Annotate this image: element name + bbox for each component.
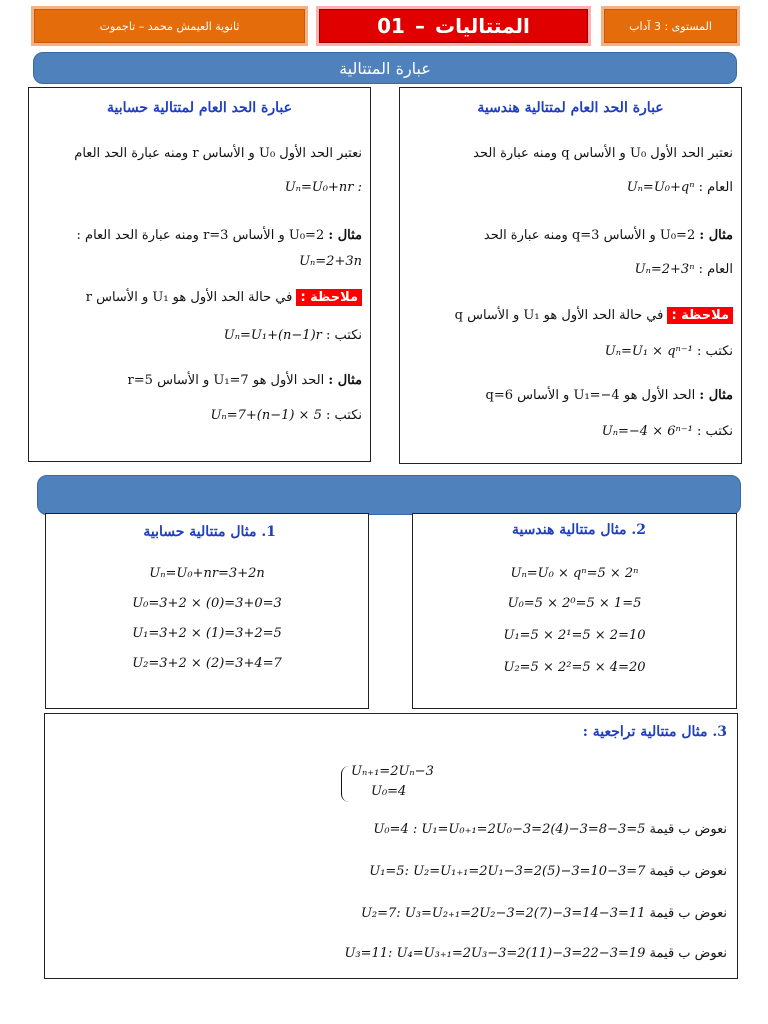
recursive-row-cond: U₀=4 : (373, 822, 418, 837)
example-arithmetic-title-text: . مثال متتالية حسابية (143, 524, 267, 540)
arithmetic-note-text: في حالة الحد الأول هو U₁ و الأساس r (85, 290, 293, 305)
recursive-system (341, 764, 461, 804)
arithmetic-example2-formula: Uₙ=7+(n−1) × 5 (210, 408, 322, 423)
example-arithmetic-title (143, 524, 276, 540)
arithmetic-example2 (128, 373, 362, 388)
example-geometric-line: U₁=5 × 2¹=5 × 2=10 (503, 628, 646, 643)
system-brace (341, 766, 349, 802)
recursive-row-label: نعوض ب قيمة (649, 906, 727, 921)
recursive-row-calc: U₃=U₂₊₁=2U₂−3=2(7)−3=14−3=11 (404, 906, 646, 921)
recursive-row-calc: U₄=U₃₊₁=2U₃−3=2(11)−3=22−3=19 (396, 946, 646, 961)
arithmetic-example-label: مثال : (328, 228, 362, 243)
example-geometric-line: U₀=5 × 2⁰=5 × 1=5 (507, 596, 642, 611)
recursive-row (373, 822, 727, 837)
arithmetic-example2-write: نكتب : (326, 408, 362, 423)
recursive-row-cond: U₃=11: (344, 946, 393, 961)
geometric-example (484, 228, 733, 243)
example-recursive-panel (44, 713, 738, 979)
arithmetic-example-formula-line (299, 254, 362, 269)
arithmetic-note (86, 290, 362, 305)
title-text: المتتاليات (434, 14, 530, 38)
arithmetic-example (77, 228, 362, 243)
example-geometric-title-text: . مثال متتالية هندسية (511, 522, 637, 538)
geometric-panel (399, 87, 742, 464)
recursive-row-cond: U₂=7: (360, 906, 401, 921)
geometric-example2-write: نكتب : (697, 424, 733, 439)
recursive-row-label: نعوض ب قيمة (649, 864, 727, 879)
example-arithmetic-line: U₁=3+2 × (1)=3+2=5 (132, 626, 282, 641)
arithmetic-title: عبارة الحد العام لمتتالية حسابية (107, 100, 292, 116)
geometric-intro: نعتبر الحد الأول U₀ و الأساس q ومنه عبارة الحد (473, 146, 733, 161)
example-arithmetic-line: Uₙ=U₀+nr=3+2n (149, 566, 265, 581)
geometric-note-write: نكتب : (697, 344, 733, 359)
geometric-example-formula-line (635, 262, 733, 277)
arithmetic-intro: نعتبر الحد الأول U₀ و الأساس r ومنه عبارة الحد العام (74, 146, 362, 161)
geometric-example2-text: الحد الأول هو U₁=−4 و الأساس q=6 (485, 388, 696, 403)
example-geometric-title (512, 522, 646, 538)
section-banner (33, 52, 737, 84)
geometric-note-text: في حالة الحد الأول هو U₁ و الأساس q (454, 308, 664, 323)
recursive-row-label: نعوض ب قيمة (649, 946, 727, 961)
geometric-note-label: ملاحظة : (667, 307, 733, 324)
arithmetic-note-write: نكتب : (326, 328, 362, 343)
title-box (316, 6, 591, 46)
recursive-row-calc: U₂=U₁₊₁=2U₁−3=2(5)−3=10−3=7 (413, 864, 646, 879)
recursive-row (361, 906, 727, 921)
system-line: U₀=4 (371, 784, 407, 799)
geometric-intro-end: العام : (698, 180, 733, 195)
geometric-example2-formula: Uₙ=−4 × 6ⁿ⁻¹ (601, 424, 693, 439)
example-arithmetic-panel (45, 513, 369, 709)
arithmetic-note-formula: Uₙ=U₁+(n−1)r (223, 328, 322, 343)
level-text: المستوى : 3 آداب (629, 19, 712, 33)
geometric-example-text: U₀=2 و الأساس q=3 ومنه عبارة الحد (483, 228, 696, 243)
title-number: 01 (377, 14, 405, 38)
example-recursive-title (583, 724, 727, 740)
geometric-example-formula: Uₙ=2+3ⁿ (634, 262, 695, 277)
arithmetic-formula-line (285, 180, 362, 195)
geometric-formula-line (627, 180, 733, 195)
example-recursive-title-text: . مثال متتالية تراجعية : (582, 724, 718, 740)
recursive-row-label: نعوض ب قيمة (649, 822, 727, 837)
arithmetic-example2-text: الحد الأول هو U₁=7 و الأساس r=5 (127, 373, 325, 388)
geometric-note-formula-line (605, 344, 733, 359)
geometric-example-label: مثال : (699, 228, 733, 243)
geometric-note (455, 308, 733, 323)
arithmetic-example-text: U₀=2 و الأساس r=3 ومنه عبارة الحد العام : (76, 228, 325, 243)
arithmetic-example2-label: مثال : (328, 373, 362, 388)
arithmetic-example2-formula-line (210, 408, 362, 423)
example-arithmetic-line: U₀=3+2 × (0)=3+0=3 (132, 596, 282, 611)
example-geometric-line: Uₙ=U₀ × qⁿ=5 × 2ⁿ (510, 566, 639, 581)
example-geometric-line: U₂=5 × 2²=5 × 4=20 (503, 660, 646, 675)
example-arithmetic-number: 1 (266, 524, 276, 540)
example-arithmetic-line: U₂=3+2 × (2)=3+4=7 (132, 656, 282, 671)
geometric-note-formula: Uₙ=U₁ × qⁿ⁻¹ (604, 344, 693, 359)
school-text: ثانوية العيمش محمد – تاجموت (99, 19, 240, 33)
school-box (31, 6, 308, 46)
geometric-title: عبارة الحد العام لمتتالية هندسية (477, 100, 664, 116)
arithmetic-formula: Uₙ=U₀+nr : (284, 180, 362, 195)
geometric-example2 (486, 388, 733, 403)
recursive-row-calc: U₁=U₀₊₁=2U₀−3=2(4)−3=8−3=5 (421, 822, 646, 837)
level-box (601, 6, 740, 46)
recursive-row (344, 946, 727, 961)
arithmetic-panel (28, 87, 371, 462)
example-recursive-number: 3 (717, 724, 727, 740)
example-geometric-number: 2 (636, 522, 646, 538)
example-geometric-panel (412, 513, 737, 709)
arithmetic-note-label: ملاحظة : (296, 289, 362, 306)
section-banner-title: عبارة المتتالية (339, 58, 431, 78)
arithmetic-example-formula: Uₙ=2+3n (299, 254, 362, 269)
recursive-row (369, 864, 727, 879)
geometric-example2-label: مثال : (699, 388, 733, 403)
arithmetic-note-formula-line (224, 328, 362, 343)
geometric-formula: Uₙ=U₀+qⁿ (626, 180, 695, 195)
recursive-row-cond: U₁=5: (369, 864, 409, 879)
geometric-example2-formula-line (602, 424, 733, 439)
system-line: Uₙ₊₁=2Uₙ−3 (351, 764, 434, 779)
title-dash: – (414, 14, 425, 38)
examples-banner (37, 475, 741, 515)
geometric-example-end: العام : (698, 262, 733, 277)
